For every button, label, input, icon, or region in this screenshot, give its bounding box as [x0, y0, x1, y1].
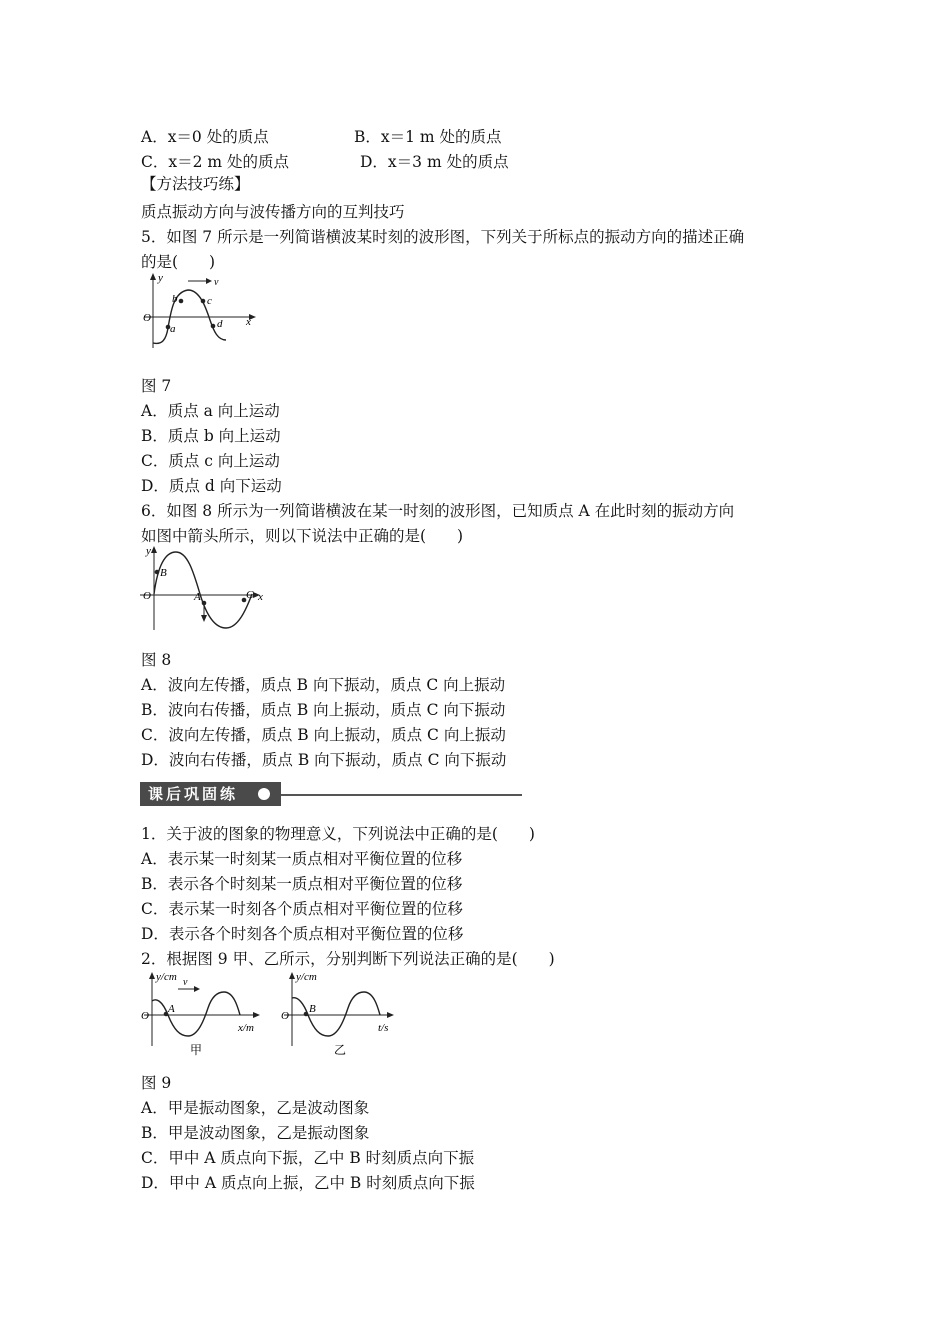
option-a: A．x＝0 处的质点 [141, 128, 269, 146]
question-6-option-c: C．波向左传播，质点 B 向上振动，质点 C 向上振动 [141, 726, 506, 744]
fig9-left-y-label: y/cm [156, 971, 177, 983]
figure-8-label: 图 8 [141, 651, 172, 669]
fig8-point-c: C [246, 589, 254, 601]
homework-1-stem: 1．关于波的图象的物理意义，下列说法中正确的是( ) [141, 825, 535, 843]
fig7-y-label: y [158, 272, 163, 284]
homework-2-option-d: D．甲中 A 质点向上振，乙中 B 时刻质点向下振 [141, 1174, 475, 1192]
question-6-option-a: A．波向左传播，质点 B 向下振动，质点 C 向上振动 [141, 676, 506, 694]
question-5-option-d: D．质点 d 向下运动 [141, 477, 282, 495]
fig9-left-origin-label: O [141, 1010, 149, 1022]
question-5-stem-cont: 的是( ) [141, 253, 216, 271]
fig9-right-x-label: t/s [378, 1022, 389, 1034]
figure-9-right [278, 968, 402, 1064]
question-6-stem-cont: 如图中箭头所示，则以下说法中正确的是( ) [141, 527, 464, 545]
fig7-point-d: d [217, 318, 223, 330]
fig7-x-label: x [246, 316, 251, 328]
figure-9-label: 图 9 [141, 1074, 172, 1092]
question-6-option-b: B．波向右传播，质点 B 向上振动，质点 C 向下振动 [141, 701, 506, 719]
question-5-option-b: B．质点 b 向上运动 [141, 427, 281, 445]
homework-2-option-a: A．甲是振动图象，乙是波动图象 [141, 1099, 370, 1117]
fig9-left-x-label: x/m [238, 1022, 254, 1034]
figure-9-left [138, 968, 268, 1064]
fig7-v-label: v [214, 277, 219, 288]
homework-1-option-a: A．表示某一时刻某一质点相对平衡位置的位移 [141, 850, 463, 868]
bullet-dot-icon [258, 788, 270, 800]
question-6-option-d: D．波向右传播，质点 B 向下振动，质点 C 向下振动 [141, 751, 507, 769]
fig8-point-a: A [194, 591, 201, 603]
fig9-left-point-a: A [168, 1003, 175, 1015]
fig9-left-v-label: v [183, 977, 188, 988]
section-heading: 【方法技巧练】 [141, 175, 250, 193]
homework-2-option-b: B．甲是波动图象，乙是振动图象 [141, 1124, 370, 1142]
fig9-right-origin-label: O [281, 1010, 289, 1022]
question-5-option-a: A．质点 a 向上运动 [141, 402, 280, 420]
section-banner [140, 782, 522, 808]
fig8-point-b: B [160, 567, 167, 579]
homework-1-option-c: C．表示某一时刻各个质点相对平衡位置的位移 [141, 900, 463, 918]
fig9-left-caption: 甲 [190, 1043, 203, 1057]
fig9-right-y-label: y/cm [296, 971, 317, 983]
figure-8 [138, 544, 270, 636]
homework-2-option-c: C．甲中 A 质点向下振，乙中 B 时刻质点向下振 [141, 1149, 475, 1167]
fig7-point-c: c [207, 295, 212, 307]
option-b: B．x＝1 m 处的质点 [354, 128, 502, 146]
method-title: 质点振动方向与波传播方向的互判技巧 [141, 203, 405, 221]
fig9-right-point-b: B [309, 1003, 316, 1015]
fig8-x-label: x [258, 591, 263, 603]
fig7-point-a: a [170, 323, 176, 335]
homework-2-stem: 2．根据图 9 甲、乙所示，分别判断下列说法正确的是( ) [141, 950, 555, 968]
fig9-right-caption: 乙 [334, 1043, 347, 1057]
figure-7-label: 图 7 [141, 377, 172, 395]
homework-1-option-b: B．表示各个时刻某一质点相对平衡位置的位移 [141, 875, 463, 893]
banner-title: 课后巩固练 [140, 782, 281, 806]
figure-7 [140, 270, 260, 356]
question-5-stem: 5．如图 7 所示是一列简谐横波某时刻的波形图，下列关于所标点的振动方向的描述正确 [141, 228, 745, 246]
homework-1-option-d: D．表示各个时刻各个质点相对平衡位置的位移 [141, 925, 464, 943]
fig8-origin-label: O [143, 590, 151, 602]
fig8-y-label: y [146, 545, 151, 557]
question-5-option-c: C．质点 c 向上运动 [141, 452, 280, 470]
option-d: D．x＝3 m 处的质点 [360, 153, 509, 171]
fig7-point-b: b [172, 293, 178, 305]
option-c: C．x＝2 m 处的质点 [141, 153, 290, 171]
banner-divider [281, 794, 522, 796]
fig7-origin-label: O [143, 312, 151, 324]
fig8-arrow-down-icon [201, 615, 207, 622]
question-6-stem: 6．如图 8 所示为一列简谐横波在某一时刻的波形图，已知质点 A 在此时刻的振动方向 [141, 502, 735, 520]
